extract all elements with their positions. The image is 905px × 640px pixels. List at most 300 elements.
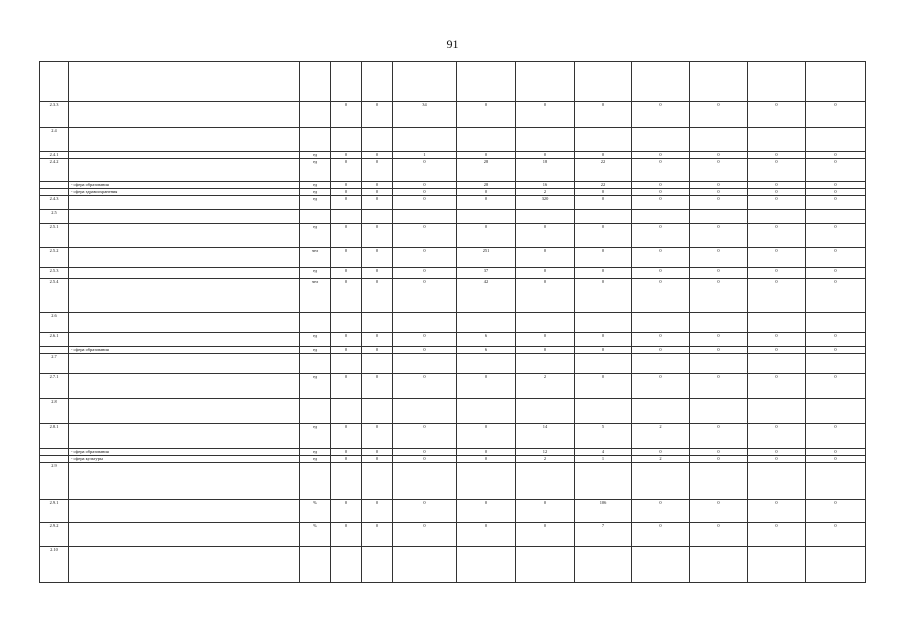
value-cell [690, 399, 748, 424]
value-cell: 0 [362, 248, 393, 268]
value-cell: 2 [516, 456, 575, 463]
value-cell [690, 62, 748, 102]
value-cell: 0 [575, 196, 632, 210]
unit-cell: ед [300, 268, 331, 279]
value-cell: 0 [362, 456, 393, 463]
value-cell: 0 [748, 523, 806, 547]
value-cell [575, 463, 632, 500]
value-cell: 0 [806, 196, 866, 210]
unit-cell: ед [300, 347, 331, 354]
value-cell: 22 [575, 159, 632, 182]
value-cell [516, 463, 575, 500]
value-cell: 0 [331, 182, 362, 189]
value-cell: 0 [516, 500, 575, 523]
value-cell: 0 [362, 347, 393, 354]
value-cell: 6 [457, 347, 516, 354]
value-cell: 0 [362, 196, 393, 210]
value-cell: 0 [690, 224, 748, 248]
value-cell [457, 399, 516, 424]
value-cell [393, 354, 457, 374]
value-cell [362, 399, 393, 424]
value-cell: 0 [690, 347, 748, 354]
value-cell: 0 [632, 374, 690, 399]
value-cell [806, 313, 866, 333]
unit-cell: ед [300, 224, 331, 248]
indicator-name-cell: - сфера образования [69, 449, 300, 456]
unit-cell: чел [300, 279, 331, 313]
value-cell: 0 [457, 102, 516, 128]
value-cell: 0 [457, 449, 516, 456]
value-cell [393, 463, 457, 500]
value-cell [806, 210, 866, 224]
row-number-cell: 2.5.2 [40, 248, 69, 268]
value-cell: 0 [331, 189, 362, 196]
value-cell [516, 399, 575, 424]
value-cell: 16 [516, 182, 575, 189]
value-cell: 0 [331, 333, 362, 347]
table-row [40, 248, 866, 268]
value-cell [362, 210, 393, 224]
value-cell: 0 [393, 500, 457, 523]
table-row [40, 523, 866, 547]
value-cell: 0 [516, 102, 575, 128]
value-cell: 0 [632, 159, 690, 182]
unit-cell [300, 128, 331, 152]
table-row [40, 196, 866, 210]
row-number-cell [40, 62, 69, 102]
indicator-name-cell [69, 399, 300, 424]
value-cell: 0 [516, 248, 575, 268]
value-cell: 0 [516, 279, 575, 313]
value-cell [632, 128, 690, 152]
value-cell: 0 [457, 523, 516, 547]
unit-cell [300, 313, 331, 333]
value-cell [690, 128, 748, 152]
value-cell: 0 [331, 152, 362, 159]
value-cell: 320 [516, 196, 575, 210]
indicator-name-cell [69, 500, 300, 523]
value-cell: 0 [748, 248, 806, 268]
value-cell [331, 62, 362, 102]
unit-cell: ед [300, 424, 331, 449]
value-cell: 0 [806, 449, 866, 456]
value-cell: 0 [690, 374, 748, 399]
value-cell [331, 463, 362, 500]
value-cell: 0 [748, 224, 806, 248]
value-cell: 0 [393, 456, 457, 463]
value-cell: 0 [575, 333, 632, 347]
unit-cell: ед [300, 333, 331, 347]
program-indicators-table [39, 61, 866, 583]
value-cell [748, 399, 806, 424]
value-cell: 0 [362, 152, 393, 159]
value-cell: 0 [362, 159, 393, 182]
value-cell: 0 [331, 456, 362, 463]
value-cell: 0 [632, 279, 690, 313]
value-cell: 0 [362, 333, 393, 347]
value-cell: 0 [632, 268, 690, 279]
value-cell [690, 547, 748, 583]
value-cell: 0 [748, 268, 806, 279]
value-cell [806, 547, 866, 583]
value-cell [575, 547, 632, 583]
value-cell [575, 399, 632, 424]
row-number-cell: 2.8.1 [40, 424, 69, 449]
table-row [40, 399, 866, 424]
unit-cell: ед [300, 152, 331, 159]
value-cell: 37 [457, 268, 516, 279]
value-cell [362, 313, 393, 333]
value-cell: 0 [362, 523, 393, 547]
value-cell: 42 [457, 279, 516, 313]
unit-cell: % [300, 523, 331, 547]
indicator-name-cell [69, 279, 300, 313]
row-number-cell: 2.5.4 [40, 279, 69, 313]
indicator-name-cell [69, 210, 300, 224]
indicator-name-cell: - сфера образования [69, 347, 300, 354]
value-cell [632, 313, 690, 333]
value-cell: 6 [457, 333, 516, 347]
value-cell: 0 [393, 347, 457, 354]
value-cell [748, 547, 806, 583]
row-number-cell: 2.10 [40, 547, 69, 583]
value-cell: 22 [575, 182, 632, 189]
value-cell: 0 [690, 182, 748, 189]
value-cell: 0 [806, 159, 866, 182]
value-cell: 1 [393, 152, 457, 159]
value-cell: 0 [632, 189, 690, 196]
table-row [40, 463, 866, 500]
value-cell: 0 [690, 189, 748, 196]
value-cell [632, 62, 690, 102]
value-cell: 0 [632, 333, 690, 347]
value-cell [516, 210, 575, 224]
value-cell: 0 [362, 182, 393, 189]
value-cell: 0 [393, 182, 457, 189]
page-number: 91 [446, 37, 459, 51]
unit-cell: % [300, 500, 331, 523]
indicator-name-cell [69, 547, 300, 583]
value-cell [362, 62, 393, 102]
value-cell: 0 [806, 424, 866, 449]
value-cell [331, 128, 362, 152]
value-cell: 0 [690, 196, 748, 210]
indicator-name-cell [69, 224, 300, 248]
value-cell: 0 [748, 189, 806, 196]
table-row [40, 62, 866, 102]
value-cell [806, 62, 866, 102]
value-cell: 0 [575, 279, 632, 313]
value-cell: 0 [516, 224, 575, 248]
value-cell: 0 [806, 374, 866, 399]
value-cell: 18 [516, 159, 575, 182]
indicator-name-cell [69, 62, 300, 102]
value-cell: 14 [516, 424, 575, 449]
value-cell: 0 [690, 333, 748, 347]
table-row [40, 374, 866, 399]
value-cell: 0 [748, 159, 806, 182]
value-cell [331, 399, 362, 424]
value-cell: 0 [806, 248, 866, 268]
value-cell [457, 210, 516, 224]
value-cell [632, 547, 690, 583]
value-cell: 0 [393, 248, 457, 268]
value-cell: 0 [575, 374, 632, 399]
value-cell: 0 [393, 424, 457, 449]
value-cell: 0 [632, 500, 690, 523]
value-cell: 0 [393, 523, 457, 547]
unit-cell: ед [300, 182, 331, 189]
value-cell: 4 [575, 449, 632, 456]
table-row [40, 268, 866, 279]
value-cell: 0 [457, 189, 516, 196]
indicator-name-cell: - сфера образования [69, 182, 300, 189]
unit-cell: чел [300, 248, 331, 268]
table-row [40, 449, 866, 456]
value-cell: 0 [690, 152, 748, 159]
value-cell: 0 [690, 159, 748, 182]
value-cell: 0 [748, 279, 806, 313]
value-cell [575, 313, 632, 333]
value-cell [362, 547, 393, 583]
indicator-name-cell: - сфера культуры [69, 456, 300, 463]
table-row [40, 547, 866, 583]
value-cell [393, 62, 457, 102]
value-cell [457, 354, 516, 374]
row-number-cell [40, 449, 69, 456]
value-cell: 0 [575, 189, 632, 196]
value-cell [362, 463, 393, 500]
value-cell [806, 463, 866, 500]
value-cell [632, 354, 690, 374]
value-cell: 0 [806, 102, 866, 128]
value-cell: 0 [516, 268, 575, 279]
value-cell: 0 [393, 374, 457, 399]
value-cell: 0 [362, 500, 393, 523]
value-cell [575, 62, 632, 102]
value-cell [516, 128, 575, 152]
value-cell [457, 463, 516, 500]
value-cell: 0 [393, 333, 457, 347]
indicator-name-cell [69, 354, 300, 374]
value-cell: 0 [457, 456, 516, 463]
row-number-cell [40, 347, 69, 354]
row-number-cell: 2.4.3 [40, 196, 69, 210]
value-cell: 0 [331, 159, 362, 182]
value-cell: 2 [632, 424, 690, 449]
indicator-name-cell [69, 523, 300, 547]
value-cell: 5 [575, 424, 632, 449]
value-cell: 0 [362, 374, 393, 399]
value-cell [457, 313, 516, 333]
value-cell: 0 [393, 449, 457, 456]
value-cell: 0 [393, 224, 457, 248]
value-cell [516, 354, 575, 374]
value-cell: 0 [575, 224, 632, 248]
value-cell [362, 354, 393, 374]
value-cell: 0 [806, 268, 866, 279]
row-number-cell: 2.9 [40, 463, 69, 500]
unit-cell [300, 354, 331, 374]
value-cell: 0 [331, 500, 362, 523]
value-cell [806, 399, 866, 424]
indicator-name-cell [69, 152, 300, 159]
value-cell: 0 [806, 456, 866, 463]
value-cell [690, 210, 748, 224]
value-cell [393, 128, 457, 152]
value-cell: 7 [575, 523, 632, 547]
value-cell: 0 [575, 248, 632, 268]
value-cell: 0 [806, 189, 866, 196]
value-cell: 0 [806, 152, 866, 159]
value-cell: 0 [362, 424, 393, 449]
value-cell: 0 [457, 152, 516, 159]
value-cell: 0 [331, 449, 362, 456]
value-cell [632, 210, 690, 224]
row-number-cell: 2.9.1 [40, 500, 69, 523]
table-row [40, 224, 866, 248]
value-cell: 0 [362, 189, 393, 196]
value-cell [748, 128, 806, 152]
unit-cell: ед [300, 196, 331, 210]
indicator-name-cell [69, 424, 300, 449]
table-row [40, 500, 866, 523]
row-number-cell: 2.4.2 [40, 159, 69, 182]
value-cell: 0 [457, 500, 516, 523]
value-cell: 0 [331, 279, 362, 313]
value-cell: 0 [457, 374, 516, 399]
value-cell: 0 [690, 500, 748, 523]
value-cell [393, 547, 457, 583]
value-cell: 0 [748, 152, 806, 159]
value-cell: 0 [748, 347, 806, 354]
table-row [40, 152, 866, 159]
value-cell: 0 [575, 102, 632, 128]
table-row [40, 182, 866, 189]
value-cell: 0 [806, 523, 866, 547]
value-cell: 0 [690, 279, 748, 313]
value-cell [362, 128, 393, 152]
value-cell: 2 [516, 374, 575, 399]
value-cell: 0 [690, 523, 748, 547]
value-cell [331, 313, 362, 333]
value-cell: 0 [632, 182, 690, 189]
value-cell [516, 547, 575, 583]
value-cell [690, 463, 748, 500]
unit-cell: ед [300, 159, 331, 182]
value-cell [806, 354, 866, 374]
value-cell: 0 [362, 102, 393, 128]
value-cell: 34 [393, 102, 457, 128]
value-cell: 0 [362, 268, 393, 279]
indicator-name-cell [69, 463, 300, 500]
row-number-cell: 2.9.2 [40, 523, 69, 547]
value-cell: 0 [331, 347, 362, 354]
value-cell: 0 [331, 102, 362, 128]
value-cell [806, 128, 866, 152]
table-body [40, 62, 866, 583]
unit-cell [300, 210, 331, 224]
value-cell [457, 128, 516, 152]
value-cell: 0 [362, 279, 393, 313]
row-number-cell: 2.7.1 [40, 374, 69, 399]
value-cell: 106 [575, 500, 632, 523]
value-cell [457, 547, 516, 583]
value-cell: 0 [632, 248, 690, 268]
table-row [40, 102, 866, 128]
value-cell: 0 [362, 449, 393, 456]
value-cell: 0 [632, 523, 690, 547]
value-cell [748, 313, 806, 333]
value-cell: 0 [331, 374, 362, 399]
row-number-cell [40, 456, 69, 463]
row-number-cell: 2.5.3 [40, 268, 69, 279]
value-cell: 0 [393, 279, 457, 313]
table-row [40, 354, 866, 374]
table-row [40, 333, 866, 347]
value-cell: 0 [632, 102, 690, 128]
value-cell: 0 [690, 268, 748, 279]
value-cell: 2 [632, 456, 690, 463]
value-cell: 0 [806, 347, 866, 354]
value-cell [748, 62, 806, 102]
value-cell: 0 [748, 500, 806, 523]
table-row [40, 159, 866, 182]
value-cell [632, 399, 690, 424]
table-row [40, 456, 866, 463]
value-cell [331, 547, 362, 583]
indicator-name-cell: - сфера здравоохранения [69, 189, 300, 196]
value-cell: 0 [393, 268, 457, 279]
value-cell: 0 [748, 182, 806, 189]
value-cell: 0 [516, 523, 575, 547]
value-cell: 0 [331, 248, 362, 268]
value-cell [575, 354, 632, 374]
value-cell: 0 [632, 196, 690, 210]
value-cell: 0 [362, 224, 393, 248]
unit-cell: ед [300, 189, 331, 196]
value-cell: 0 [516, 152, 575, 159]
unit-cell [300, 399, 331, 424]
value-cell: 0 [632, 224, 690, 248]
value-cell [748, 354, 806, 374]
row-number-cell: 2.7 [40, 354, 69, 374]
indicator-name-cell [69, 196, 300, 210]
value-cell: 0 [632, 449, 690, 456]
value-cell: 251 [457, 248, 516, 268]
table-row [40, 189, 866, 196]
value-cell: 0 [331, 224, 362, 248]
value-cell: 0 [331, 196, 362, 210]
value-cell: 0 [331, 523, 362, 547]
value-cell [516, 313, 575, 333]
value-cell: 0 [748, 449, 806, 456]
value-cell [748, 210, 806, 224]
value-cell: 0 [806, 279, 866, 313]
value-cell: 0 [457, 196, 516, 210]
value-cell: 0 [806, 182, 866, 189]
value-cell [575, 210, 632, 224]
value-cell [516, 62, 575, 102]
value-cell: 12 [516, 449, 575, 456]
row-number-cell [40, 189, 69, 196]
row-number-cell: 2.3.3 [40, 102, 69, 128]
unit-cell: ед [300, 374, 331, 399]
value-cell [393, 399, 457, 424]
row-number-cell: 2.6.1 [40, 333, 69, 347]
value-cell [748, 463, 806, 500]
table-row [40, 313, 866, 333]
